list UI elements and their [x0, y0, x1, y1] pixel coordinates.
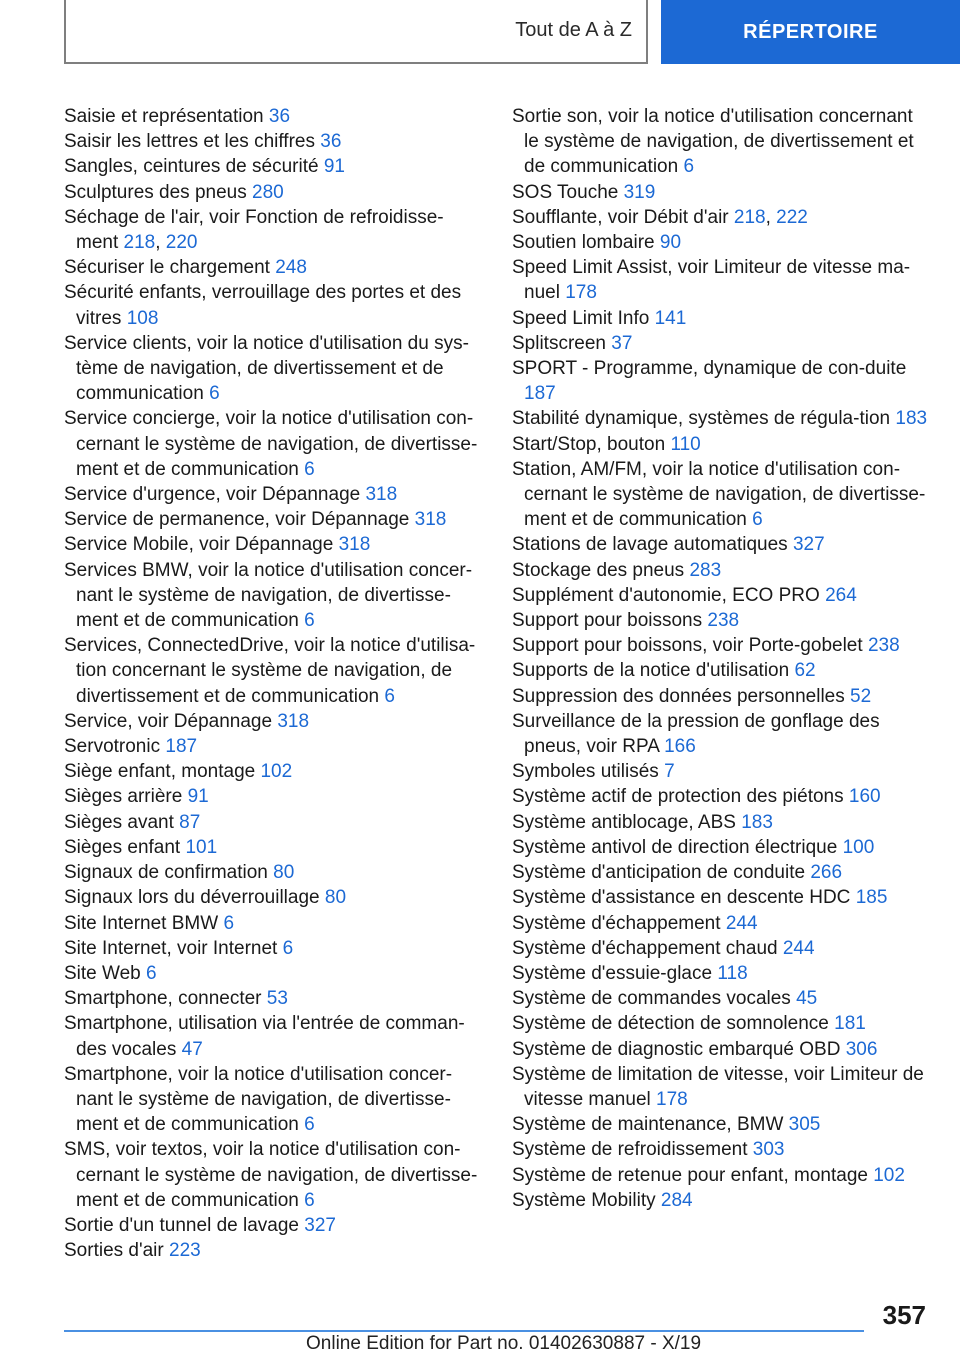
page-reference-link[interactable]: 318 [365, 484, 398, 506]
index-entry-text: Système d'assistance en descente HDC [512, 887, 856, 909]
index-entry-text: Sécuriser le chargement [64, 257, 276, 279]
index-entry [64, 759, 484, 784]
page-reference-link[interactable]: 36 [320, 131, 342, 153]
index-entry-text: Siège enfant, montage [64, 761, 261, 783]
index-entry-text: Smartphone, voir la notice d'utilisation concer-nant le système de navigation, de divertisse-ment et de communication [64, 1063, 453, 1136]
page-reference-link[interactable]: 101 [185, 836, 218, 858]
index-entry-text: Sortie son, voir la notice d'utilisation concernant le système de navigation, de divertissement et de communication [512, 106, 914, 178]
page-reference-link[interactable]: 102 [873, 1164, 905, 1186]
index-entry [512, 457, 932, 533]
index-entry-text: Système de maintenance, BMW [512, 1114, 789, 1136]
page-reference-link[interactable]: 160 [848, 786, 881, 808]
page-reference-link[interactable]: 37 [611, 332, 633, 354]
index-entry-text: Saisie et représentation [64, 106, 269, 127]
index-entry-text: Surveillance de la pression de gonflage des pneus, voir RPA [512, 710, 880, 758]
index-entry [64, 784, 484, 809]
page-reference-link[interactable]: 100 [842, 836, 875, 858]
index-entry-text: Système d'échappement chaud [512, 937, 783, 959]
page-reference-link[interactable]: 102 [260, 761, 293, 783]
index-entry-text: Servotronic [64, 736, 166, 758]
index-entry [64, 406, 484, 482]
index-entry-text: Système d'essuie-glace [512, 962, 718, 984]
page-reference-link[interactable]: 108 [126, 307, 159, 329]
index-entry-text: Système actif de protection des piétons [512, 786, 849, 808]
index-entry [64, 936, 484, 961]
page-reference-link[interactable]: 47 [181, 1038, 203, 1060]
page-reference-link[interactable]: 91 [323, 156, 345, 178]
page-reference-link[interactable]: 280 [252, 181, 284, 203]
page-reference-link[interactable]: 91 [187, 786, 209, 808]
index-entry-text: Sorties d'air [64, 1240, 170, 1262]
index-entry [64, 1011, 484, 1061]
index-entry [64, 280, 484, 330]
index-entry-text: Soufflante, voir Débit d'air [512, 206, 734, 228]
index-entry [512, 1188, 932, 1213]
index-entry-text: Sièges avant [64, 811, 180, 833]
page-reference-link[interactable]: 118 [717, 962, 748, 984]
index-entry [512, 885, 932, 910]
index-entry-text: Système antivol de direction électrique [512, 836, 843, 858]
page-reference-link[interactable]: 303 [752, 1139, 785, 1161]
page-reference-link[interactable]: 318 [277, 710, 310, 732]
page-reference-link[interactable]: 283 [689, 559, 722, 581]
index-entry [64, 986, 484, 1011]
index-entry [512, 1011, 932, 1036]
page-reference-link[interactable]: 318 [414, 509, 447, 531]
index-entry: Soufflante, voir Débit d'air 218, 222 [512, 206, 808, 228]
index-entry [64, 633, 484, 709]
index-entry [512, 356, 932, 406]
index-entry [512, 608, 932, 633]
index-entry [512, 961, 932, 986]
tab-repertoire[interactable]: RÉPERTOIRE [661, 0, 960, 64]
page-reference-link[interactable]: 53 [266, 988, 288, 1010]
index-entry-text: Service Mobile, voir Dépannage [64, 534, 339, 556]
index-entry [64, 331, 484, 407]
index-entry [512, 180, 932, 205]
page-reference-link[interactable]: 218 [733, 206, 766, 228]
page-reference-link[interactable]: 244 [725, 912, 758, 934]
index-entry-text: Station, AM/FM, voir la notice d'utilisation con-cernant le système de navigation, de divertisse-ment et de communication [512, 458, 926, 531]
index-entry-text: Système de retenue pour enfant, montage [512, 1164, 874, 1186]
index-entry [64, 835, 484, 860]
page-reference-link[interactable]: 6 [304, 1189, 315, 1211]
index-entry-text: Start/Stop, bouton [512, 433, 671, 455]
index-entry [512, 658, 932, 683]
index-entry-text: Smartphone, utilisation via l'entrée de comman-des vocales [64, 1013, 465, 1060]
page-reference-link[interactable]: 36 [268, 106, 291, 127]
index-entry-text: Site Internet BMW [64, 912, 224, 934]
page-reference-link[interactable]: 183 [895, 408, 928, 430]
index-entry [512, 1062, 932, 1112]
index-entry-text: Supports de la notice d'utilisation [512, 660, 795, 682]
index-entry [512, 1112, 932, 1137]
index-entry-text: Service clients, voir la notice d'utilisation du sys-tème de navigation, de divertissement et de communication [64, 332, 469, 405]
footer-edition-text: Online Edition for Part no. 01402630887 - X/19 [306, 1333, 702, 1354]
page-reference-link[interactable]: 264 [825, 584, 857, 606]
index-entry-text: Stockage des pneus [512, 559, 690, 581]
index-entry [512, 406, 932, 431]
index-entry [512, 306, 932, 331]
index-entry [512, 986, 932, 1011]
index-entry-text: Sécurité enfants, verrouillage des portes et des vitres [64, 282, 462, 329]
page-reference-link[interactable]: 223 [169, 1240, 201, 1262]
page-reference-link[interactable]: 187 [524, 383, 556, 405]
index-entry-text: Sortie d'un tunnel de lavage [64, 1214, 305, 1236]
index-entry-text: Site Internet, voir Internet [64, 937, 283, 959]
page-reference-link[interactable]: 6 [683, 156, 695, 178]
index-entry-text: Services BMW, voir la notice d'utilisation concer-nant le système de navigation, de divertisse-ment et de communication [64, 559, 473, 632]
page-reference-link[interactable]: 166 [664, 736, 696, 758]
index-entry-text: Soutien lombaire [512, 232, 660, 254]
page-reference-link[interactable]: 178 [656, 1088, 688, 1110]
index-entry [512, 936, 932, 961]
index-entry-text: Sièges enfant [64, 836, 186, 858]
index-entry-text: Système de diagnostic embarqué OBD [512, 1038, 846, 1060]
page-reference-link[interactable]: 220 [165, 232, 198, 254]
index-entry [64, 104, 484, 129]
index-entry-text: Sculptures des pneus [64, 181, 253, 203]
page-reference-link[interactable]: 90 [659, 232, 682, 254]
index-entry [512, 331, 932, 356]
index-entry [512, 230, 932, 255]
index-entry-text: Stabilité dynamique, systèmes de régula-tion [512, 408, 896, 430]
index-entry-text: Signaux de confirmation [64, 862, 274, 884]
page-number: 357 [882, 1300, 926, 1330]
index-entry [64, 507, 484, 532]
page-reference-link[interactable]: 318 [338, 534, 371, 556]
page-reference-link[interactable]: 7 [664, 761, 675, 783]
index-entry [64, 860, 484, 885]
page-reference-link[interactable]: 238 [867, 635, 900, 657]
index-entry [64, 558, 484, 634]
page-reference-link[interactable]: 238 [707, 610, 740, 632]
page-reference-link[interactable]: 6 [282, 937, 294, 959]
page-reference-link[interactable]: 183 [741, 811, 773, 833]
page-reference-link[interactable]: 187 [165, 736, 198, 758]
index-entry [64, 709, 484, 734]
page-reference-link[interactable]: 218 [123, 232, 156, 254]
index-entry-text: Signaux lors du déverrouillage [64, 887, 325, 909]
index-entry [64, 810, 484, 835]
index-entry [512, 1037, 932, 1062]
page-reference-link[interactable]: 244 [782, 937, 815, 959]
index-entry [64, 961, 484, 986]
index-entry [64, 255, 484, 280]
page-reference-link[interactable]: 305 [788, 1114, 821, 1136]
index-entry [512, 558, 932, 583]
index-entry-text: Site Web [64, 962, 147, 984]
page-reference-link[interactable]: 62 [794, 660, 816, 682]
index-column-right [512, 104, 932, 1213]
index-entry-text: Système Mobility [512, 1189, 661, 1211]
page-reference-link[interactable]: 185 [855, 887, 888, 909]
index-entry-text: Supplément d'autonomie, ECO PRO [512, 584, 826, 606]
index-entry-text: SMS, voir textos, voir la notice d'utilisation con-cernant le système de navigation, de divertisse-ment et de communication [64, 1139, 478, 1211]
index-entry-text: SPORT - Programme, dynamique de con-duite [512, 358, 907, 380]
index-entry [512, 255, 932, 305]
index-entry [512, 784, 932, 809]
index-entry-text: Séchage de l'air, voir Fonction de refroidisse-ment [64, 206, 444, 254]
index-entry-text: Système d'échappement [512, 912, 726, 934]
index-entry-text: Système de limitation de vitesse, voir Limiteur de vitesse manuel [512, 1063, 924, 1110]
footer-divider [64, 1330, 864, 1332]
index-entry [64, 1213, 484, 1238]
index-entry-text: Stations de lavage automatiques [512, 534, 793, 556]
index-entry [512, 860, 932, 885]
page-reference-link[interactable]: 266 [810, 862, 843, 884]
page-reference-link[interactable]: 327 [304, 1214, 336, 1236]
index-entry-text: Sièges arrière [64, 786, 188, 808]
index-entry [512, 1137, 932, 1162]
index-entry [64, 1238, 484, 1263]
index-entry-text: Symboles utilisés [512, 761, 665, 783]
index-entry [512, 709, 932, 759]
index-column-left [64, 104, 484, 1263]
page-reference-link[interactable]: 6 [209, 383, 220, 405]
page-reference-link[interactable]: 181 [834, 1013, 866, 1035]
index-entry [64, 1062, 484, 1138]
page-reference-link[interactable]: 6 [146, 962, 157, 984]
index-entry-text: Support pour boissons [512, 610, 708, 632]
index-entry-text: Service, voir Dépannage [64, 710, 278, 732]
index-entry: Séchage de l'air, voir Fonction de refroidisse-ment 218, 220 [64, 206, 444, 254]
index-entry-text: Service d'urgence, voir Dépannage [64, 484, 366, 506]
index-entry [512, 835, 932, 860]
index-entry [512, 810, 932, 835]
index-entry [64, 180, 484, 205]
page-reference-link[interactable]: 6 [304, 1114, 315, 1136]
index-entry-text: Speed Limit Assist, voir Limiteur de vitesse ma-nuel [512, 257, 911, 304]
page-reference-link[interactable]: 284 [660, 1189, 693, 1211]
page-reference-link[interactable]: 248 [275, 257, 307, 279]
index-entry-text: Système d'anticipation de conduite [512, 862, 811, 884]
page-reference-link[interactable]: 6 [304, 458, 315, 480]
index-entry-text: Splitscreen [512, 332, 612, 354]
index-entry [64, 885, 484, 910]
page-reference-link[interactable]: 306 [845, 1038, 878, 1060]
page-reference-link[interactable]: 6 [752, 509, 763, 531]
index-entry [512, 104, 932, 180]
index-entry-text: Système antiblocage, ABS [512, 811, 742, 833]
page-reference-link[interactable]: 45 [796, 988, 818, 1010]
index-entry-text: Speed Limit Info [512, 307, 655, 329]
index-entry-text: SOS Touche [512, 181, 624, 203]
index-entry-text: Système de détection de somnolence [512, 1013, 835, 1035]
index-entry [64, 1137, 484, 1213]
index-entry-text: Suppression des données personnelles [512, 685, 851, 707]
index-entry-text: Saisir les lettres et les chiffres [64, 131, 321, 153]
page-reference-link[interactable]: 80 [273, 862, 295, 884]
index-entry-text: Sangles, ceintures de sécurité [64, 156, 324, 178]
page-reference-link[interactable]: 222 [776, 206, 808, 228]
page-reference-link[interactable]: 110 [670, 433, 701, 455]
index-entry-text: Smartphone, connecter [64, 988, 267, 1010]
page-reference-link[interactable]: 52 [850, 685, 872, 707]
index-entry-text: Support pour boissons, voir Porte-gobelet [512, 635, 868, 657]
page-reference-link[interactable]: 87 [179, 811, 201, 833]
page-reference-link[interactable]: 327 [792, 534, 825, 556]
index-entry [64, 532, 484, 557]
tab-tout-de-a-a-z[interactable]: Tout de A à Z [64, 0, 648, 64]
page-reference-link[interactable]: 319 [623, 181, 656, 203]
index-entry [64, 734, 484, 759]
page-reference-link[interactable]: 141 [654, 307, 687, 329]
index-entry [512, 583, 932, 608]
index-entry [512, 633, 932, 658]
index-entry [512, 1163, 932, 1188]
index-entry [64, 911, 484, 936]
index-entry [512, 532, 932, 557]
page-reference-link[interactable]: 178 [565, 282, 597, 304]
index-entry [64, 129, 484, 154]
page-reference-link[interactable]: 80 [324, 887, 347, 909]
index-entry [64, 154, 484, 179]
index-entry-text: Service concierge, voir la notice d'utilisation con-cernant le système de navigation, de divertisse-ment et de communication [64, 408, 478, 480]
index-entry-text: Système de refroidissement [512, 1139, 753, 1161]
index-entry [512, 432, 932, 457]
index-entry [64, 482, 484, 507]
page-reference-link[interactable]: 6 [384, 685, 395, 707]
index-entry-text: Services, ConnectedDrive, voir la notice d'utilisa-tion concernant le système de navigation, de divertissement et de communication [64, 635, 476, 707]
page-reference-link[interactable]: 6 [304, 610, 315, 632]
index-entry [512, 684, 932, 709]
index-entry [512, 911, 932, 936]
index-entry [512, 759, 932, 784]
index-entry-text: Service de permanence, voir Dépannage [64, 509, 415, 531]
index-entry-text: Système de commandes vocales [512, 988, 797, 1010]
page-reference-link[interactable]: 6 [223, 912, 235, 934]
